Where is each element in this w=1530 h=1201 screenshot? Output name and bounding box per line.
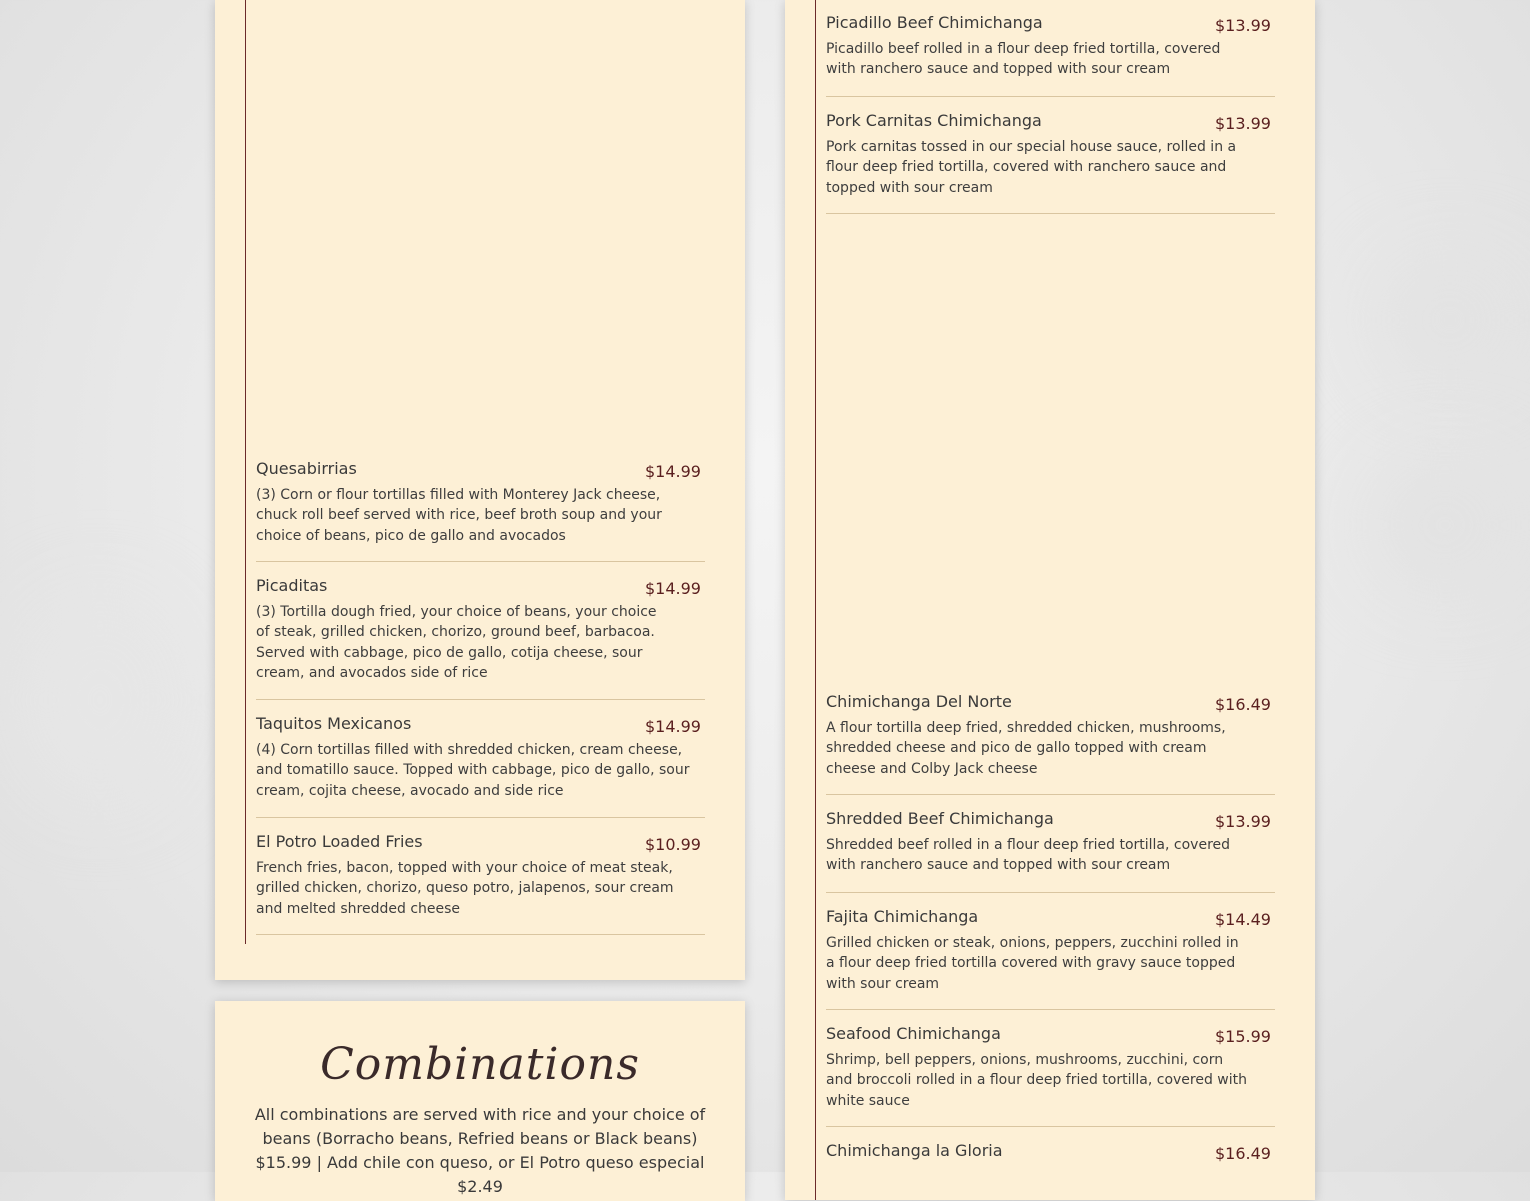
menu-item-seafood-chimichanga: [826, 1024, 1275, 1127]
item-price: $13.99: [1215, 114, 1271, 133]
item-name: El Potro Loaded Fries: [256, 832, 423, 851]
item-price: $13.99: [1215, 16, 1271, 35]
menu-item-taquitos-mexicanos: [256, 714, 705, 818]
item-name: Seafood Chimichanga: [826, 1024, 1001, 1043]
item-name: Chimichanga la Gloria: [826, 1141, 1003, 1160]
menu-item-pork-carnitas-chimichanga: [826, 111, 1275, 214]
item-description: Grilled chicken or steak, onions, peppers, zucchini rolled in a flour deep fried tortilla covered with gravy sauce topped with sour cream: [826, 935, 1239, 992]
menu-item-fajita-chimichanga: [826, 907, 1275, 1010]
item-description: Shrimp, bell peppers, onions, mushrooms, zucchini, corn and broccoli rolled in a flour deep fried tortilla, covered with white sauce: [826, 1052, 1248, 1109]
item-name: Picaditas: [256, 576, 328, 595]
left-menu-divider-line: [245, 0, 246, 944]
menu-item-chimichanga-del-norte: [826, 692, 1275, 795]
item-price: $14.99: [645, 717, 701, 736]
item-price: $14.49: [1215, 910, 1271, 929]
item-name: Chimichanga Del Norte: [826, 692, 1012, 711]
right-menu-card: [785, 0, 1315, 1200]
menu-item-picaditas: [256, 576, 705, 700]
item-description: (4) Corn tortillas filled with shredded chicken, cream cheese, and tomatillo sauce. Topped with cabbage, pico de gallo, sour cream, cojita cheese, avocado and side rice: [256, 742, 690, 799]
item-name: Pork Carnitas Chimichanga: [826, 111, 1042, 130]
left-menu-card: [215, 0, 745, 980]
item-description: A flour tortilla deep fried, shredded chicken, mushrooms, shredded cheese and pico de gallo topped with cream cheese and Colby Jack cheese: [826, 720, 1226, 777]
background-blur: [20, 600, 180, 800]
item-description: Pork carnitas tossed in our special house sauce, rolled in a flour deep fried tortilla, covered with ranchero sauce and topped with sour cream: [826, 139, 1237, 196]
menu-item-chimichanga-la-gloria: [826, 1141, 1275, 1201]
item-description: Shredded beef rolled in a flour deep fried tortilla, covered with ranchero sauce and topped with sour cream: [826, 837, 1231, 874]
item-price: $16.49: [1215, 1144, 1271, 1163]
item-description: French fries, bacon, topped with your choice of meat steak, grilled chicken, chorizo, queso potro, jalapenos, sour cream and melted shredded cheese: [256, 860, 674, 917]
right-menu-divider-line: [815, 0, 816, 1200]
menu-item-quesabirrias: [256, 459, 705, 562]
item-price: $13.99: [1215, 812, 1271, 831]
menu-item-picadillo-beef-chimichanga: [826, 13, 1275, 97]
item-name: Shredded Beef Chimichanga: [826, 809, 1054, 828]
item-price: $14.99: [645, 462, 701, 481]
item-price: $16.49: [1215, 695, 1271, 714]
combinations-description: All combinations are served with rice and your choice of beans (Borracho beans, Refried beans or Black beans) $15.99 | Add chile con queso, or El Potro queso especial $2.49: [254, 1105, 706, 1196]
item-price: $15.99: [1215, 1027, 1271, 1046]
menu-item-shredded-beef-chimichanga: [826, 809, 1275, 893]
item-price: $14.99: [645, 579, 701, 598]
item-price: $10.99: [645, 835, 701, 854]
background-blur: [1370, 460, 1520, 590]
combinations-card: [215, 1001, 745, 1201]
item-description: (3) Tortilla dough fried, your choice of beans, your choice of steak, grilled chicken, chorizo, ground beef, barbacoa. Served with cabbage, pico de gallo, cotija cheese, sour cream, and avocados side of rice: [256, 604, 657, 681]
item-description: (3) Corn or flour tortillas filled with Monterey Jack cheese, chuck roll beef served with rice, beef broth soup and your choice of beans, pico de gallo and avocados: [256, 487, 662, 544]
item-description: Picadillo beef rolled in a flour deep fried tortilla, covered with ranchero sauce and topped with sour cream: [826, 41, 1221, 78]
background-blur: [1380, 260, 1520, 380]
item-name: Quesabirrias: [256, 459, 357, 478]
item-name: Fajita Chimichanga: [826, 907, 979, 926]
section-title: Combinations: [320, 1039, 640, 1090]
item-name: Taquitos Mexicanos: [256, 714, 412, 733]
item-name: Picadillo Beef Chimichanga: [826, 13, 1043, 32]
menu-item-el-potro-loaded-fries: [256, 832, 705, 935]
